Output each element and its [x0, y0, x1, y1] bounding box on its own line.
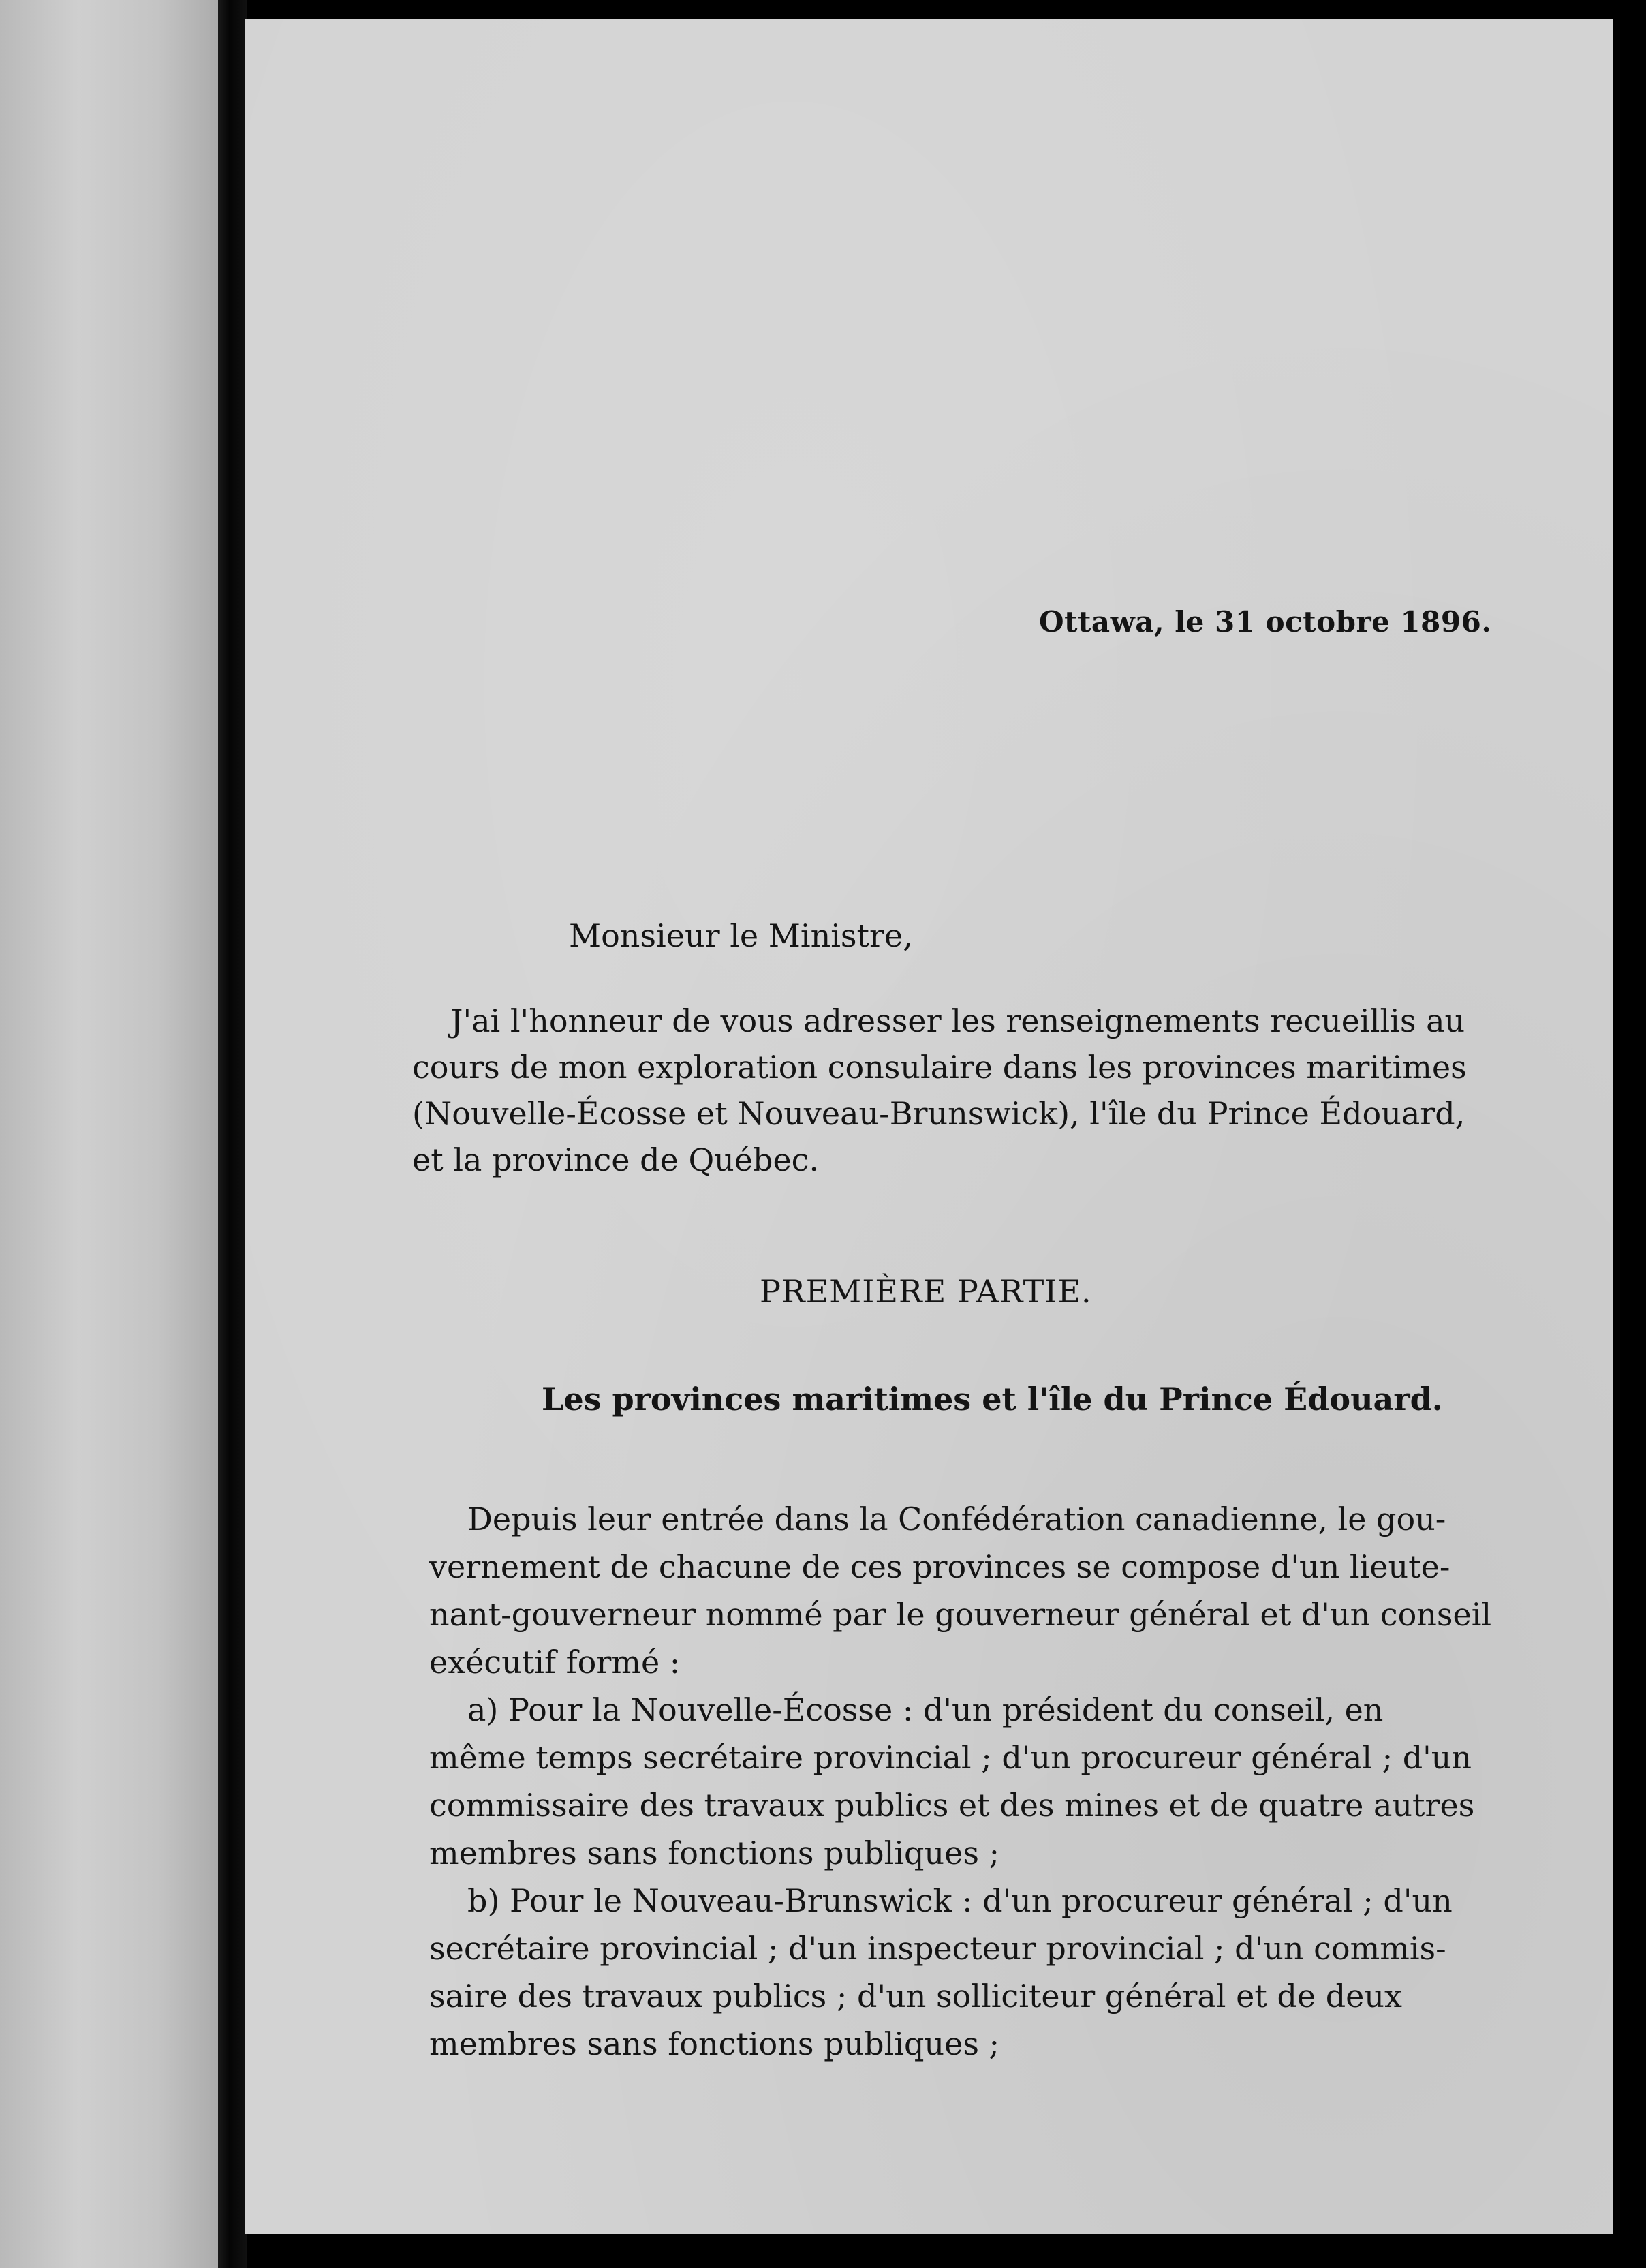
document-page [245, 19, 1613, 2234]
book-spine-shadow [218, 0, 247, 2268]
right-scan-border [1613, 0, 1646, 2268]
intro-line: cours de mon exploration consulaire dans les provinces maritimes [412, 1049, 1467, 1086]
salutation: Monsieur le Ministre, [569, 917, 913, 954]
body-line: secrétaire provincial ; d'un inspecteur provincial ; d'un commis- [429, 1930, 1446, 1967]
body-line: b) Pour le Nouveau-Brunswick : d'un procureur général ; d'un [467, 1882, 1453, 1919]
facing-page-edge [0, 0, 225, 2268]
body-line: membres sans fonctions publiques ; [429, 2025, 1000, 2062]
body-line: vernement de chacune de ces provinces se compose d'un lieute- [429, 1548, 1450, 1585]
dateline: Ottawa, le 31 octobre 1896. [1039, 605, 1492, 639]
body-line: commissaire des travaux publics et des mines et de quatre autres [429, 1787, 1475, 1824]
intro-line: (Nouvelle-Écosse et Nouveau-Brunswick), l'île du Prince Édouard, [412, 1095, 1465, 1132]
section-title: Les provinces maritimes et l'île du Prince Édouard. [542, 1381, 1443, 1418]
body-line: membres sans fonctions publiques ; [429, 1835, 1000, 1871]
part-title: PREMIÈRE PARTIE. [760, 1273, 1092, 1310]
intro-line: et la province de Québec. [412, 1141, 820, 1178]
body-line: a) Pour la Nouvelle-Écosse : d'un président du conseil, en [467, 1691, 1384, 1728]
intro-line: J'ai l'honneur de vous adresser les renseignements recueillis au [450, 1002, 1465, 1039]
body-line: exécutif formé : [429, 1644, 681, 1681]
body-paragraph [429, 1495, 1491, 2068]
intro-paragraph [412, 998, 1467, 1183]
body-line: Depuis leur entrée dans la Confédération canadienne, le gou- [467, 1501, 1446, 1537]
body-line: même temps secrétaire provincial ; d'un procureur général ; d'un [429, 1739, 1472, 1776]
body-line: saire des travaux publics ; d'un solliciteur général et de deux [429, 1978, 1402, 2014]
body-line: nant-gouverneur nommé par le gouverneur général et d'un conseil [429, 1596, 1492, 1633]
